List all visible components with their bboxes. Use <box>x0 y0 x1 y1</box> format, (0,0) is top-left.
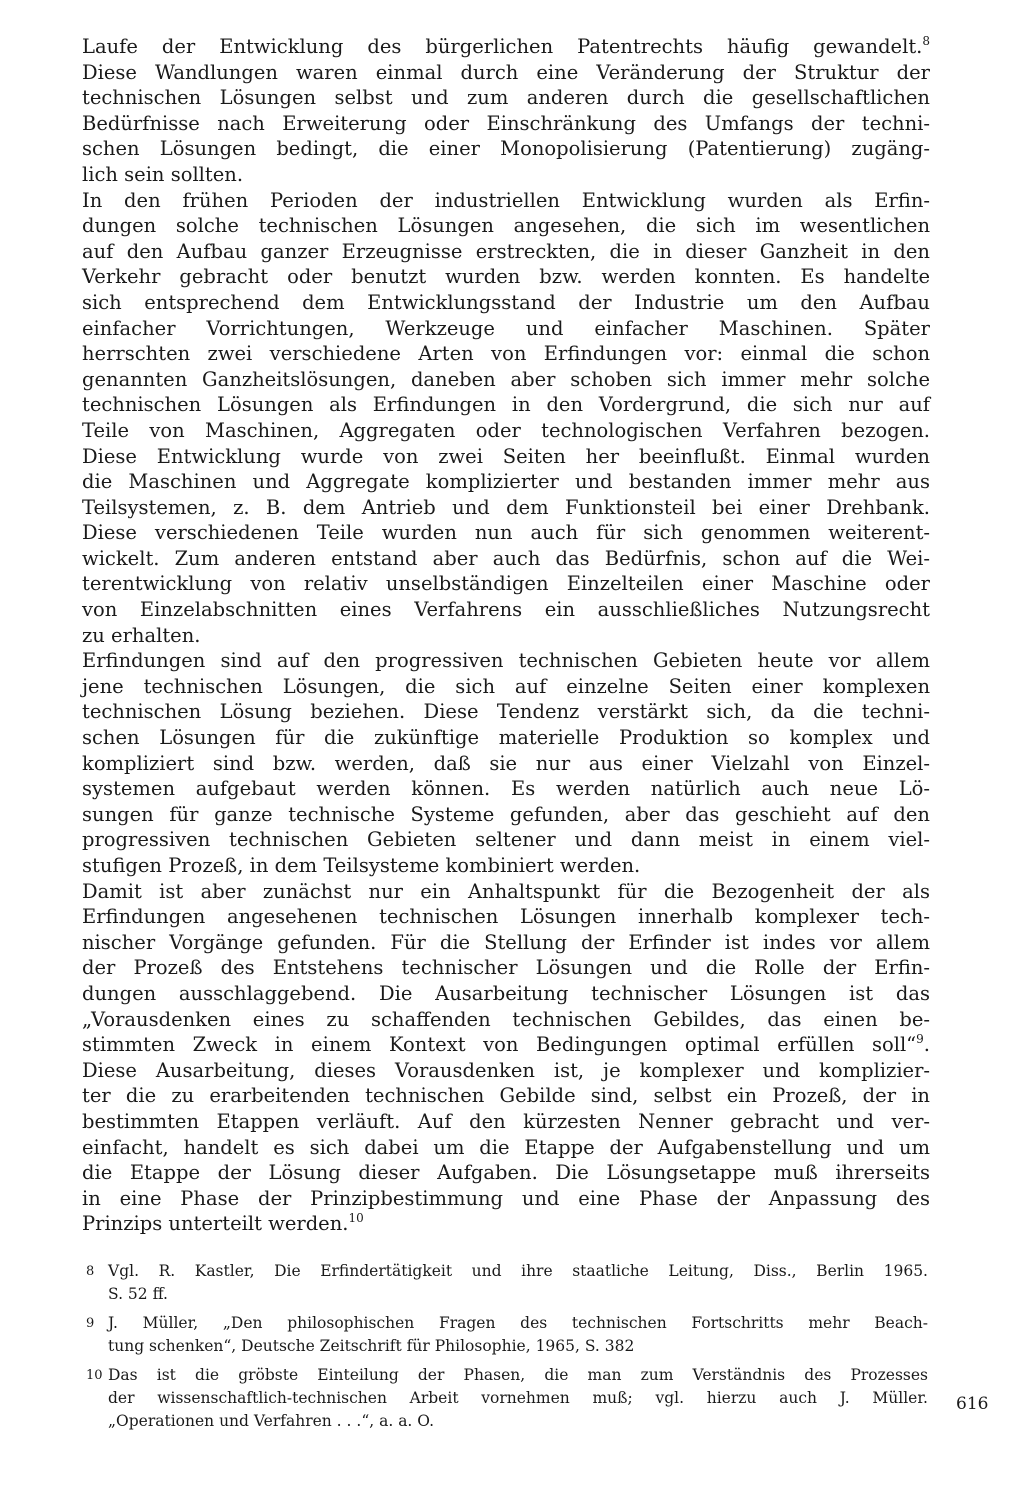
text-line-content: Diese Wandlungen waren einmal durch eine Veränderung der Struktur der <box>82 60 930 84</box>
text-line-content: wickelt. Zum anderen entstand aber auch das Bedürfnis, schon auf die Wei- <box>82 546 930 570</box>
text-line <box>82 674 930 700</box>
text-line-content: technischen Lösung beziehen. Diese Tendenz verstärkt sich, da die techni- <box>82 700 930 724</box>
text-line <box>82 853 930 879</box>
text-line <box>82 162 930 188</box>
text-line-content: systemen aufgebaut werden können. Es werden natürlich auch neue Lö- <box>82 777 930 801</box>
text-line <box>82 188 930 214</box>
text-line-content: sungen für ganze technische Systeme gefunden, aber das geschieht auf den <box>82 802 930 826</box>
text-line <box>82 981 930 1007</box>
text-line-content: lich sein sollten. <box>82 162 244 186</box>
footnote-number: 8 <box>86 1264 95 1279</box>
text-line-content: stimmten Zweck in einem Kontext von Bedingungen optimal erfüllen soll“ <box>82 1033 917 1057</box>
text-line-content: kompliziert sind bzw. werden, daß sie nur aus einer Vielzahl von Einzel- <box>82 751 930 775</box>
text-line-content: Erfindungen angesehenen technischen Lösungen innerhalb komplexer tech- <box>82 905 930 929</box>
text-line-content: progressiven technischen Gebieten seltener und dann meist in einem viel- <box>82 828 930 852</box>
footnotes <box>86 1260 928 1439</box>
text-line <box>82 1160 930 1186</box>
text-line <box>82 213 930 239</box>
text-line <box>82 751 930 777</box>
text-line <box>82 725 930 751</box>
text-line-content: der Prozeß des Entstehens technischer Lösungen und die Rolle der Erfin- <box>82 956 930 980</box>
text-line-content: einfacher Vorrichtungen, Werkzeuge und einfacher Maschinen. Später <box>82 316 930 340</box>
text-line <box>82 802 930 828</box>
text-line-content: terentwicklung von relativ unselbständigen Einzelteilen einer Maschine oder <box>82 572 930 596</box>
text-line <box>82 316 930 342</box>
text-line <box>82 469 930 495</box>
text-line <box>82 341 930 367</box>
text-line <box>82 1109 930 1135</box>
text-line-content: „Vorausdenken eines zu schaffenden technischen Gebildes, das einen be- <box>82 1007 930 1031</box>
text-line-content: bestimmten Etappen verläuft. Auf den kürzesten Nenner gebracht und ver- <box>82 1109 930 1133</box>
text-line-content: dungen solche technischen Lösungen angesehen, die sich im wesentlichen <box>82 214 930 238</box>
text-line-content: Diese verschiedenen Teile wurden nun auch für sich genommen weiterent- <box>82 521 930 545</box>
footnote-line: S. 52 ff. <box>108 1285 168 1303</box>
text-line <box>82 111 930 137</box>
footnote-reference: 9 <box>916 1032 924 1047</box>
footnote-reference: 10 <box>348 1211 364 1226</box>
body-text <box>82 34 930 1237</box>
text-line-content: schen Lösungen für die zukünftige materielle Produktion so komplex und <box>82 726 930 750</box>
text-line <box>82 571 930 597</box>
text-line-content: technischen Lösungen als Erfindungen in den Vordergrund, die sich nur auf <box>82 393 930 417</box>
text-line <box>82 955 930 981</box>
text-line <box>82 1007 930 1033</box>
text-line-content: Verkehr gebracht oder benutzt wurden bzw. werden konnten. Es handelte <box>82 265 930 289</box>
text-line <box>82 239 930 265</box>
text-line <box>82 648 930 674</box>
text-line <box>82 827 930 853</box>
text-line-content: nischer Vorgänge gefunden. Für die Stellung der Erfinder ist indes vor allem <box>82 930 930 954</box>
text-line-content: Laufe der Entwicklung des bürgerlichen Patentrechts häufig gewandelt. <box>82 35 923 58</box>
footnote-line: Das ist die gröbste Einteilung der Phasen, die man zum Verständnis des Prozesses <box>108 1366 928 1384</box>
footnote-reference: 8 <box>922 34 930 48</box>
text-line <box>82 930 930 956</box>
text-line <box>82 444 930 470</box>
text-line-content: Diese Entwicklung wurde von zwei Seiten her beeinflußt. Einmal wurden <box>82 444 930 468</box>
footnote-number: 9 <box>86 1316 95 1331</box>
footnote-line: tung schenken“, Deutsche Zeitschrift für Philosophie, 1965, S. 382 <box>108 1337 635 1355</box>
text-line <box>82 546 930 572</box>
text-line-content: in eine Phase der Prinzipbestimmung und eine Phase der Anpassung des <box>82 1186 930 1210</box>
page-number: 616 <box>956 1394 989 1414</box>
text-line-content: sich entsprechend dem Entwicklungsstand der Industrie um den Aufbau <box>82 290 930 314</box>
text-line-content: stufigen Prozeß, in dem Teilsysteme kombiniert werden. <box>82 854 641 877</box>
text-line-content: einfacht, handelt es sich dabei um die Etappe der Aufgabenstellung und um <box>82 1135 930 1159</box>
text-line-content: In den frühen Perioden der industriellen Entwicklung wurden als Erfin- <box>82 188 930 212</box>
text-line <box>82 34 930 60</box>
text-line-content: technischen Lösungen selbst und zum anderen durch die gesellschaftlichen <box>82 86 930 110</box>
footnote <box>86 1364 928 1433</box>
text-line <box>82 623 930 649</box>
text-line <box>82 60 930 86</box>
text-line-content: von Einzelabschnitten eines Verfahrens ein ausschließliches Nutzungsrecht <box>82 598 930 622</box>
footnote <box>86 1260 928 1306</box>
footnote-line: der wissenschaftlich-technischen Arbeit vornehmen muß; vgl. hierzu auch J. Müller. <box>108 1389 928 1407</box>
footnote-line: „Operationen und Verfahren . . .“, a. a. O. <box>108 1412 435 1430</box>
text-line-content: Teile von Maschinen, Aggregaten oder technologischen Verfahren bezogen. <box>82 418 930 442</box>
text-line <box>82 699 930 725</box>
text-line-content: Bedürfnisse nach Erweiterung oder Einschränkung des Umfangs der techni- <box>82 111 930 135</box>
text-line <box>82 904 930 930</box>
text-line <box>82 1032 930 1058</box>
text-line <box>82 264 930 290</box>
text-line <box>82 1211 930 1237</box>
text-line <box>82 136 930 162</box>
text-line <box>82 418 930 444</box>
text-line-content: die Maschinen und Aggregate komplizierter und bestanden immer mehr aus <box>82 470 930 494</box>
text-line <box>82 495 930 521</box>
text-line-content: Prinzips unterteilt werden. <box>82 1212 349 1236</box>
footnote-number: 10 <box>86 1368 103 1383</box>
text-line-content: Diese Ausarbeitung, dieses Vorausdenken ist, je komplexer und komplizier- <box>82 1058 930 1082</box>
text-line <box>82 290 930 316</box>
text-line-content: dungen ausschlaggebend. Die Ausarbeitung technischer Lösungen ist das <box>82 981 930 1005</box>
text-line-content: jene technischen Lösungen, die sich auf einzelne Seiten einer komplexen <box>82 674 930 698</box>
text-line <box>82 85 930 111</box>
footnote-line: Vgl. R. Kastler, Die Erfindertätigkeit und ihre staatliche Leitung, Diss., Berlin 1965. <box>108 1262 928 1280</box>
text-line-content: Damit ist aber zunächst nur ein Anhaltspunkt für die Bezogenheit der als <box>82 879 930 903</box>
text-line-tail: . <box>923 1033 930 1057</box>
text-line <box>82 1058 930 1084</box>
text-line-content: schen Lösungen bedingt, die einer Monopolisierung (Patentierung) zugäng- <box>82 137 930 161</box>
footnote-line: J. Müller, „Den philosophischen Fragen des technischen Fortschritts mehr Beach- <box>108 1314 928 1332</box>
text-line <box>82 1186 930 1212</box>
text-line <box>82 392 930 418</box>
text-line-content: herrschten zwei verschiedene Arten von Erfindungen vor: einmal die schon <box>82 342 930 366</box>
text-line <box>82 1083 930 1109</box>
text-line <box>82 597 930 623</box>
text-line <box>82 776 930 802</box>
text-line-content: die Etappe der Lösung dieser Aufgaben. Die Lösungsetappe muß ihrerseits <box>82 1161 930 1185</box>
text-line-content: Erfindungen sind auf den progressiven technischen Gebieten heute vor allem <box>82 649 930 673</box>
text-line <box>82 367 930 393</box>
text-line <box>82 520 930 546</box>
text-line-content: zu erhalten. <box>82 623 201 647</box>
text-line-content: genannten Ganzheitslösungen, daneben aber schoben sich immer mehr solche <box>82 367 930 391</box>
text-line-content: ter die zu erarbeitenden technischen Gebilde sind, selbst ein Prozeß, der in <box>82 1084 930 1108</box>
text-line-content: Teilsystemen, z. B. dem Antrieb und dem Funktionsteil bei einer Drehbank. <box>82 495 930 519</box>
text-line-content: auf den Aufbau ganzer Erzeugnisse erstreckten, die in dieser Ganzheit in den <box>82 239 930 263</box>
footnote <box>86 1312 928 1358</box>
text-line <box>82 879 930 905</box>
text-line <box>82 1135 930 1161</box>
